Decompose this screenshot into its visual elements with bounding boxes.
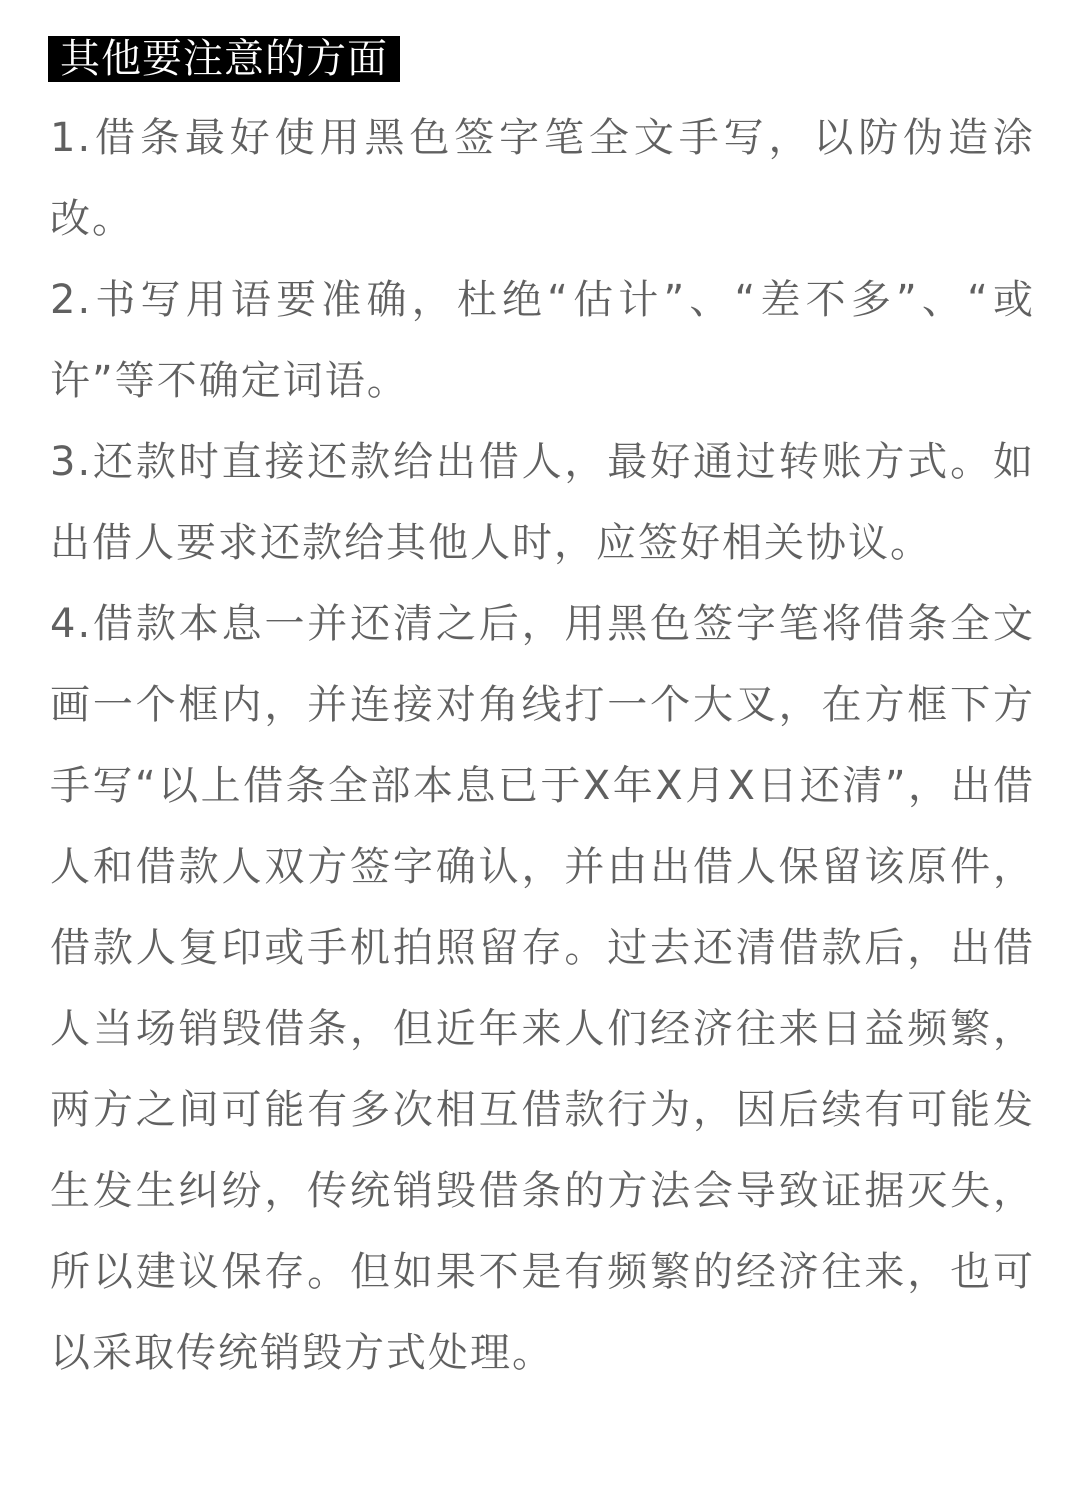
tip-item-2: 2.书写用语要准确，杜绝“估计”、“差不多”、“或许”等不确定词语。 xyxy=(50,277,1035,404)
section-heading: 其他要注意的方面 xyxy=(48,36,400,82)
body-text xyxy=(50,98,1035,1394)
tip-item-3: 3.还款时直接还款给出借人，最好通过转账方式。如出借人要求还款给其他人时，应签好相关协议。 xyxy=(50,439,1035,566)
tip-item-4: 4.借款本息一并还清之后，用黑色签字笔将借条全文画一个框内，并连接对角线打一个大叉，在方框下方手写“以上借条全部本息已于X年X月X日还清”，出借人和借款人双方签字确认，并由出借人保留该原件，借款人复印或手机拍照留存。过去还清借款后，出借人当场销毁借条，但近年来人们经济往来日益频繁，两方之间可能有多次相互借款行为，因后续有可能发生发生纠纷，传统销毁借条的方法会导致证据灭失，所以建议保存。但如果不是有频繁的经济往来，也可以采取传统销毁方式处理。 xyxy=(50,601,1035,1376)
tip-item-1: 1.借条最好使用黑色签字笔全文手写，以防伪造涂改。 xyxy=(50,115,1035,242)
